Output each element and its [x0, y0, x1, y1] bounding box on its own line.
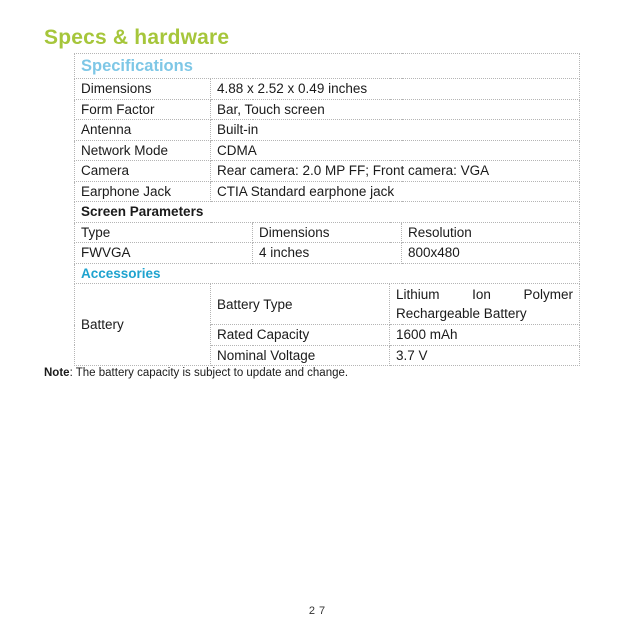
table-row	[75, 79, 580, 100]
spec-label: Earphone Jack	[75, 181, 211, 202]
battery-type-value	[390, 284, 580, 325]
page-number: 27	[308, 605, 330, 617]
specifications-header-row	[75, 54, 580, 79]
table-row	[75, 161, 580, 182]
screen-header-type: Type	[75, 222, 253, 243]
screen-parameters-header-row	[75, 202, 580, 223]
battery-label: Rated Capacity	[211, 325, 390, 346]
note-text: : The battery capacity is subject to update and change.	[69, 367, 349, 379]
spec-value: CTIA Standard earphone jack	[211, 181, 580, 202]
page-title: Specs & hardware	[44, 26, 230, 49]
specifications-title: Specifications	[75, 54, 580, 79]
spec-label: Form Factor	[75, 99, 211, 120]
note-label: Note	[44, 367, 70, 379]
battery-type-line1	[396, 285, 573, 304]
battery-label: Battery Type	[211, 284, 390, 325]
spec-value: Built-in	[211, 120, 580, 141]
battery-type-word: Polymer	[523, 287, 574, 302]
table-row	[75, 181, 580, 202]
battery-value: 1600 mAh	[390, 325, 580, 346]
battery-type-line2: Rechargeable Battery	[396, 306, 527, 321]
table-row	[75, 140, 580, 161]
battery-label: Nominal Voltage	[211, 345, 390, 366]
spec-value: Rear camera: 2.0 MP FF; Front camera: VGA	[211, 161, 580, 182]
accessory-item-battery: Battery	[75, 284, 211, 366]
table-row	[75, 243, 580, 264]
note	[44, 367, 348, 379]
battery-type-word: Lithium	[396, 287, 440, 302]
battery-value: 3.7 V	[390, 345, 580, 366]
screen-parameters-title: Screen Parameters	[75, 202, 580, 223]
screen-value-type: FWVGA	[75, 243, 253, 264]
table-row	[75, 99, 580, 120]
spec-value: 4.88 x 2.52 x 0.49 inches	[211, 79, 580, 100]
battery-type-word: Ion	[472, 287, 491, 302]
table-row	[75, 222, 580, 243]
spec-value: Bar, Touch screen	[211, 99, 580, 120]
spec-value: CDMA	[211, 140, 580, 161]
specs-table	[74, 53, 580, 366]
spec-label: Camera	[75, 161, 211, 182]
screen-value-dimensions: 4 inches	[253, 243, 402, 264]
spec-label: Antenna	[75, 120, 211, 141]
accessories-header-row	[75, 263, 580, 284]
spec-label: Network Mode	[75, 140, 211, 161]
screen-value-resolution: 800x480	[402, 243, 580, 264]
table-row	[75, 284, 580, 325]
table-row	[75, 120, 580, 141]
spec-label: Dimensions	[75, 79, 211, 100]
screen-header-dimensions: Dimensions	[253, 222, 402, 243]
screen-header-resolution: Resolution	[402, 222, 580, 243]
accessories-title: Accessories	[75, 263, 580, 284]
